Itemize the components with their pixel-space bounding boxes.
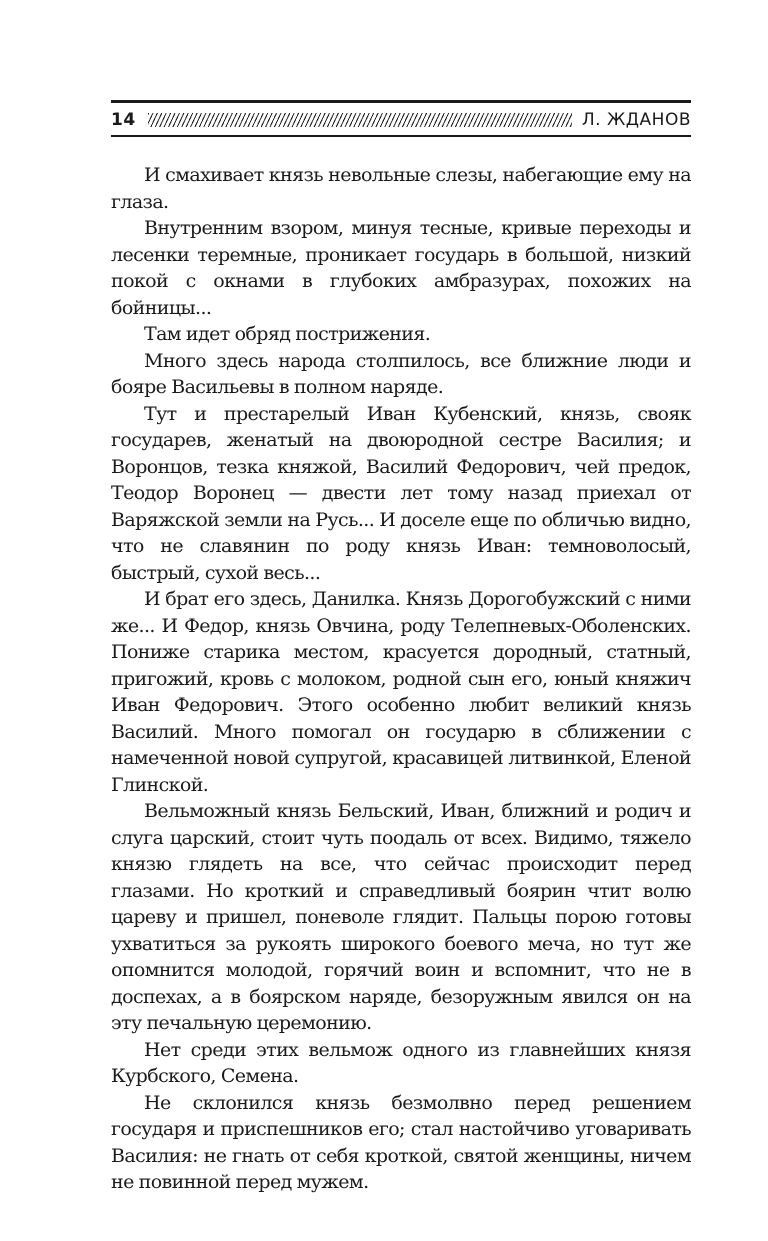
- paragraph: И смахивает князь невольные слезы, набегающие ему на глаза.: [111, 164, 691, 213]
- paragraph: Нет среди этих вельмож одного из главнейших князя Курбского, Семена.: [111, 1038, 691, 1087]
- body-text: [111, 162, 691, 1196]
- paragraph: Не склонился князь безмолвно перед решением государя и приспешников его; стал настойчиво уговаривать Василия: не гнать от себя кроткой, святой женщины, ничем не повинной перед мужем.: [111, 1091, 691, 1193]
- paragraph: Вельможный князь Бельский, Иван, ближний и родич и слуга царский, стоит чуть поодаль от всех. Видимо, тяжело князю глядеть на все, что сейчас происходит перед глазами. Но кроткий и справедливый боярин чтит волю цареву и пришел, поневоле глядит. Пальцы порою готовы ухватиться за рукоять широкого боевого меча, но тут же опомнится молодой, горячий воин и вспомнит, что не в доспехах, а в боярском наряде, безоружным явился он на эту печальную церемонию.: [111, 800, 691, 1034]
- paragraph: Тут и престарелый Иван Кубенский, князь, свояк государев, женатый на двоюродной сестре Василия; и Воронцов, тезка княжой, Василий Федорович, чей предок, Теодор Воронец — двести лет тому назад приехал от Варяжской земли на Русь... И доселе еще по обличью видно, что не славянин по роду князь Иван: темноволосый, быстрый, сухой весь...: [111, 402, 691, 584]
- running-head-author: Л. ЖДАНОВ: [581, 110, 691, 130]
- header-rule-bottom: [111, 135, 691, 137]
- running-header: [111, 107, 691, 133]
- paragraph: Там идет обряд пострижения.: [144, 323, 431, 345]
- paragraph: Много здесь народа столпилось, все ближние люди и бояре Васильевы в полном наряде.: [111, 349, 691, 398]
- header-rule-top: [111, 100, 691, 103]
- header-hatch-ornament: [148, 113, 572, 127]
- paragraph: Внутренним взором, минуя тесные, кривые переходы и лесенки теремные, проникает государь в большой, низкий покой с окнами в глубоких амбразурах, похожих на бойницы...: [111, 217, 691, 319]
- page-number: 14: [111, 110, 136, 130]
- paragraph: И брат его здесь, Данилка. Князь Дорогобужский с ними же... И Федор, князь Овчина, роду Телепневых-Оболенских. Пониже старика местом, красуется дородный, статный, пригожий, кровь с молоком, родной сын его, юный княжич Иван Федорович. Этого особенно любит великий князь Василий. Много помогал он государю в сближении с намеченной новой супругой, красавицей литвинкой, Еленой Глинской.: [111, 588, 691, 796]
